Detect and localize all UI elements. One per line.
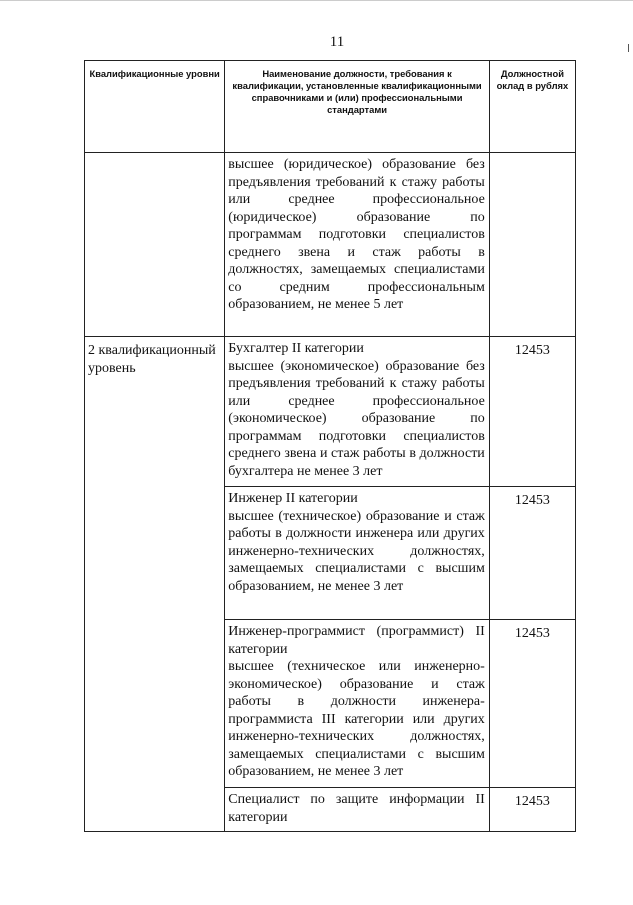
position-requirement: высшее (техническое) образование и стаж работы в должности инженера или других инженерно-технических должностях, замещаемых специалистами с высшим образованием, не менее 3 лет (228, 508, 485, 594)
position-title: Бухгалтер II категории (228, 341, 364, 356)
header-qualification-levels: Квалификационные уровни (85, 61, 225, 153)
salary-value: 12453 (514, 626, 550, 641)
salary-cell (489, 620, 575, 788)
position-requirement: высшее (техническое или инженерно-экономическое) образование и стаж работы в должности инженера-программиста III категории или других инженерно-технических должностях, замещаемых специалистами с высшим образованием, не менее 3 лет (228, 659, 485, 779)
position-title: Инженер-программист (программист) II категории (228, 624, 485, 657)
level-cell-2 (85, 337, 225, 832)
position-cell (225, 487, 490, 620)
position-title: Специалист по защите информации II категории (228, 792, 485, 825)
table-row-continued (85, 153, 576, 337)
level-cell-empty (85, 153, 225, 337)
header-salary: Должностной оклад в рублях (489, 61, 575, 153)
salary-cell (489, 788, 575, 832)
qualification-table (84, 60, 576, 832)
header-position-requirements: Наименование должности, требования к квалификации, установленные квалификационными справочниками и (или) профессиональными стандартами (225, 61, 490, 153)
salary-value: 12453 (514, 343, 550, 358)
page-number: 11 (329, 34, 345, 50)
salary-cell (489, 487, 575, 620)
salary-value: 12453 (514, 794, 550, 809)
position-requirement: высшее (экономическое) образование без предъявления требований к стажу работы или среднее профессиональное (экономическое) образование по программам подготовки специалистов среднего звена и стаж работы в должности бухгалтера не менее 3 лет (228, 358, 485, 479)
salary-cell-empty (489, 153, 575, 337)
qualification-level-label: 2 квалификационный уровень (88, 343, 216, 376)
position-cell (225, 337, 490, 487)
position-cell-continued (225, 153, 490, 337)
scan-edge-mark (628, 44, 629, 52)
position-cell (225, 788, 490, 832)
table-row (85, 337, 576, 487)
table-header-row (85, 61, 576, 153)
salary-cell (489, 337, 575, 487)
salary-value: 12453 (514, 493, 550, 508)
position-title: Инженер II категории (228, 491, 358, 506)
position-cell (225, 620, 490, 788)
requirement-text: высшее (юридическое) образование без предъявления требований к стажу работы или среднее профессиональное (юридическое) образование по программам подготовки специалистов среднего звена и стаж работы в должностях, замещаемых специалистами со средним профессиональным образованием, не менее 5 лет (228, 157, 485, 312)
scan-top-edge (0, 0, 633, 1)
